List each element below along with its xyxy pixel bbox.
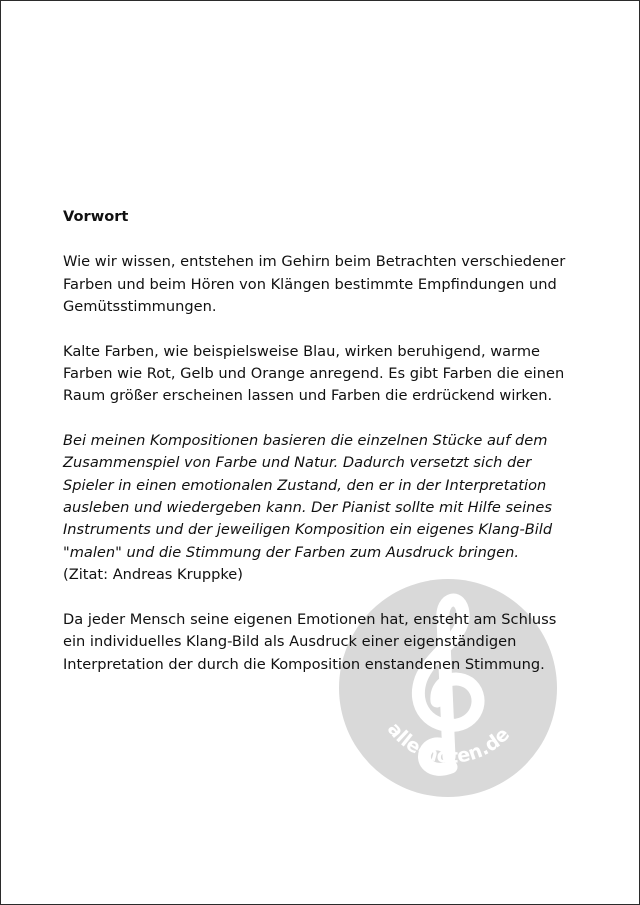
paragraph-intro bbox=[63, 251, 603, 318]
paragraph-conclusion bbox=[63, 609, 603, 676]
foreword-content bbox=[63, 206, 603, 698]
quote-line: Spieler in einen emotionalen Zustand, den er in der Interpretation bbox=[63, 476, 547, 494]
quote-line: ausleben und wiedergeben kann. Der Pianist sollte mit Hilfe seines bbox=[63, 499, 552, 517]
text-line: ein individuelles Klang-Bild als Ausdruck einer eigenständigen bbox=[63, 633, 517, 651]
text-line: Farben und beim Hören von Klängen bestimmte Empfindungen und bbox=[63, 275, 557, 293]
text-line: Gemütsstimmungen. bbox=[63, 298, 217, 316]
text-line: Wie wir wissen, entstehen im Gehirn beim Betrachten verschiedener bbox=[63, 253, 566, 271]
quote-citation: (Zitat: Andreas Kruppke) bbox=[63, 566, 243, 584]
paragraph-colors bbox=[63, 341, 603, 408]
page-title: Vorwort bbox=[63, 208, 129, 225]
quote-block bbox=[63, 430, 603, 587]
quote-line: Zusammenspiel von Farbe und Natur. Dadurch versetzt sich der bbox=[63, 454, 532, 472]
quote-line: Instruments und der jeweiligen Komposition ein eigenes Klang-Bild bbox=[63, 521, 553, 539]
text-line: Raum größer erscheinen lassen und Farben die erdrückend wirken. bbox=[63, 387, 553, 405]
text-line: Interpretation der durch die Komposition enstandenen Stimmung. bbox=[63, 655, 545, 673]
quote-line: Bei meinen Kompositionen basieren die einzelnen Stücke auf dem bbox=[63, 431, 548, 449]
text-line: Farben wie Rot, Gelb und Orange anregend. Es gibt Farben die einen bbox=[63, 365, 565, 383]
text-line: Kalte Farben, wie beispielsweise Blau, wirken beruhigend, warme bbox=[63, 342, 541, 360]
text-line: Da jeder Mensch seine eigenen Emotionen hat, ensteht am Schluss bbox=[63, 610, 557, 628]
watermark-text: alle-noten.de bbox=[382, 718, 515, 768]
quote-line: "malen" und die Stimmung der Farben zum Ausdruck bringen. bbox=[63, 543, 519, 561]
